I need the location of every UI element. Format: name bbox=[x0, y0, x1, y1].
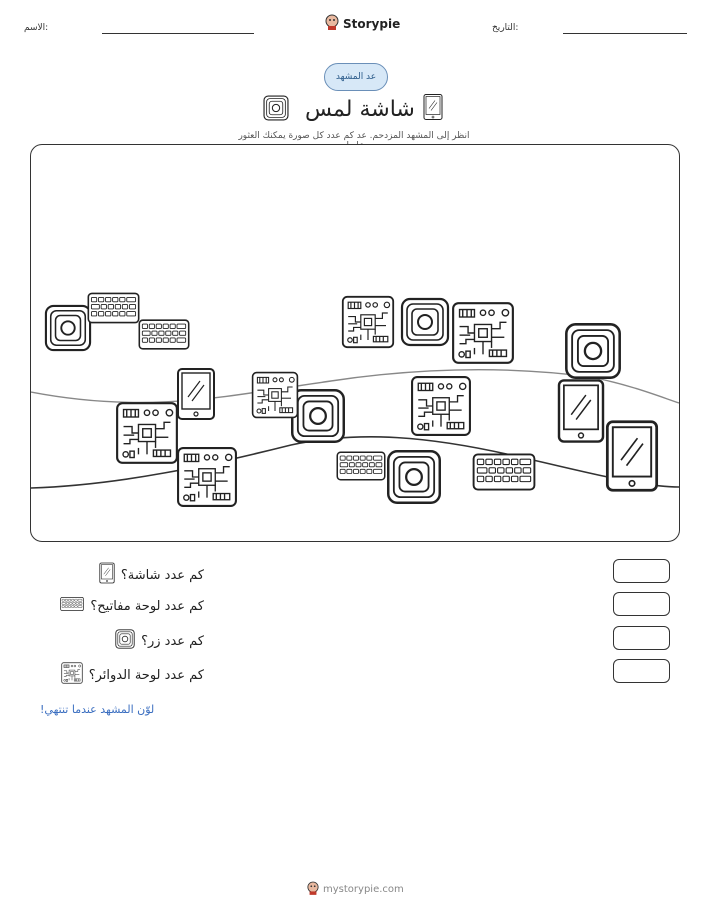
color-instruction: لوّن المشهد عندما تنتهي! bbox=[40, 703, 155, 716]
button-icon bbox=[115, 629, 135, 653]
circuit-board-item bbox=[343, 297, 393, 347]
tablet-item bbox=[559, 380, 603, 441]
circuit-board-item bbox=[253, 373, 298, 418]
storypie-mascot-icon bbox=[307, 881, 319, 898]
keyboard-item bbox=[337, 452, 385, 480]
circuit-board-icon bbox=[61, 662, 83, 688]
storypie-mascot-icon bbox=[325, 14, 339, 33]
button-item bbox=[566, 324, 619, 377]
button-icon bbox=[263, 95, 289, 121]
tablet-icon bbox=[99, 562, 115, 588]
button-item bbox=[292, 390, 344, 442]
tablet-item bbox=[607, 422, 656, 491]
question-text: كم عدد لوحة الدوائر؟ bbox=[88, 667, 204, 683]
question-row bbox=[99, 562, 204, 588]
keyboard-item bbox=[139, 320, 188, 349]
name-input-line[interactable] bbox=[102, 33, 254, 34]
question-text: كم عدد شاشة؟ bbox=[120, 567, 204, 583]
answer-box-circuit-board[interactable] bbox=[613, 659, 670, 683]
scene-panel bbox=[30, 144, 680, 542]
tablet-item bbox=[178, 369, 214, 419]
circuit-board-item bbox=[412, 377, 470, 435]
circuit-board-item bbox=[453, 303, 513, 363]
footer-url[interactable]: mystorypie.com bbox=[323, 884, 404, 895]
count-scene-badge: عد المشهد bbox=[324, 63, 388, 91]
answer-box-keyboard[interactable] bbox=[613, 592, 670, 616]
button-item bbox=[388, 451, 440, 503]
button-item bbox=[46, 306, 90, 350]
tablet-icon bbox=[423, 93, 443, 121]
answer-box-tablet[interactable] bbox=[613, 559, 670, 583]
instructions: انظر إلى المشهد المزدحم. عد كم عدد كل صورة يمكنك العثور bbox=[238, 131, 470, 141]
question-row bbox=[60, 596, 204, 616]
footer bbox=[307, 881, 404, 898]
keyboard-icon bbox=[60, 596, 84, 616]
circuit-board-item bbox=[117, 403, 177, 463]
answer-box-button[interactable] bbox=[613, 626, 670, 650]
brand-logo bbox=[325, 14, 400, 33]
question-text: كم عدد لوحة مفاتيح؟ bbox=[90, 598, 204, 614]
circuit-board-item bbox=[178, 448, 236, 506]
date-input-line[interactable] bbox=[563, 33, 687, 34]
button-item bbox=[402, 299, 448, 345]
keyboard-item bbox=[88, 293, 138, 322]
name-label: الاسم: bbox=[24, 23, 49, 33]
keyboard-item bbox=[474, 454, 535, 489]
scene-drawing bbox=[31, 145, 679, 541]
question-row bbox=[115, 629, 204, 653]
date-label: التاريخ: bbox=[492, 23, 519, 33]
question-text: كم عدد زر؟ bbox=[141, 633, 204, 649]
question-row bbox=[61, 662, 204, 688]
page-title: شاشة لمس bbox=[305, 97, 415, 122]
brand-name: Storypie bbox=[343, 16, 401, 31]
